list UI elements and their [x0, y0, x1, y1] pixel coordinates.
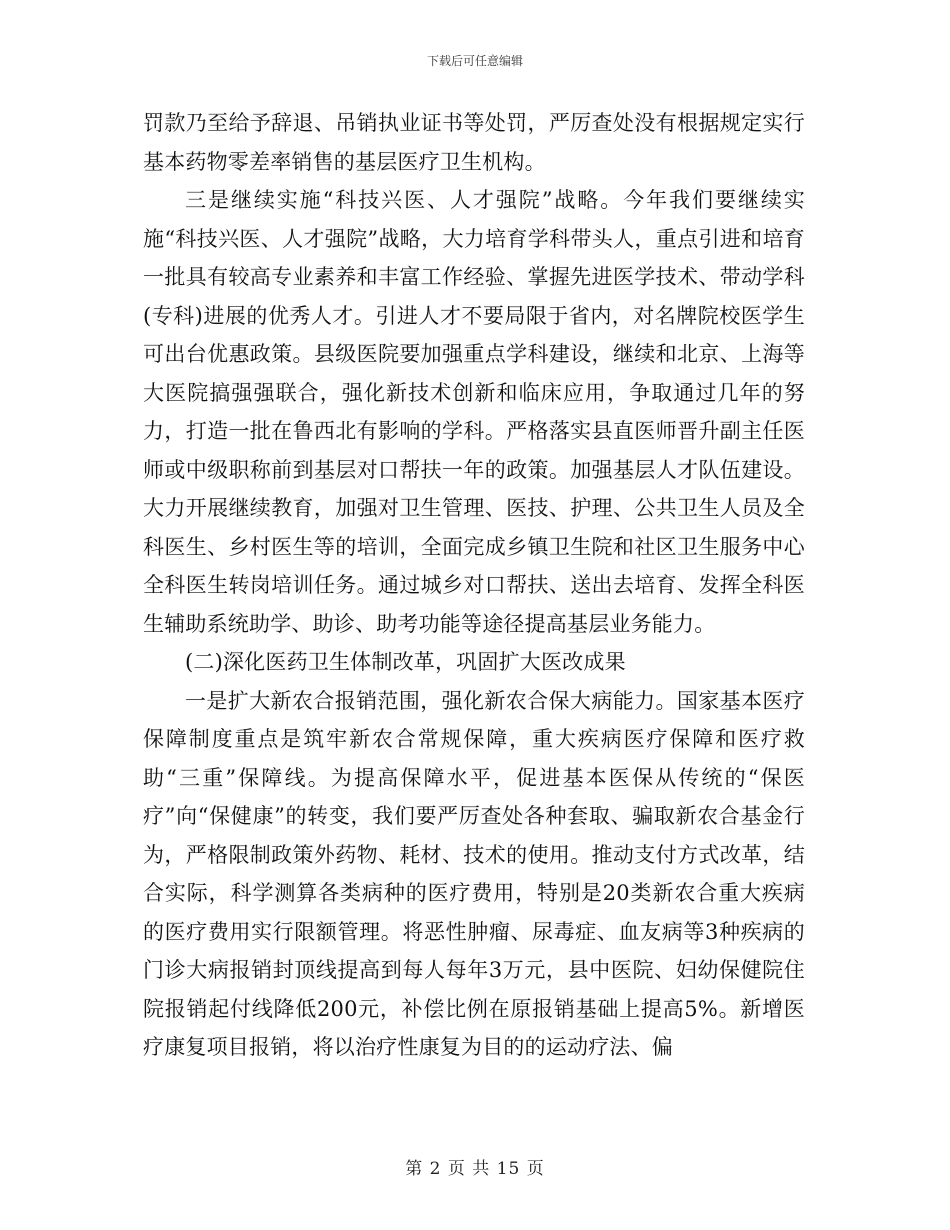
paragraph-continuation: 罚款乃至给予辞退、吊销执业证书等处罚，严厉查处没有根据规定实行基本药物零差率销售的基层医疗卫生机构。 [143, 111, 805, 174]
page-footer: 第 2 页 共 15 页 [405, 1159, 545, 1179]
paragraph-medical-insurance: 一是扩大新农合报销范围，强化新农合保大病能力。国家基本医疗保障制度重点是筑牢新农合常规保障，重大疾病医疗保障和医疗救助“三重”保障线。为提高保障水平，促进基本医保从传统的“保医疗”向“保健康”的转变，我们要严厉查处各种套取、骗取新农合基金行为，严格限制政策外药物、耗材、技术的使用。推动支付方式改革，结合实际，科学测算各类病种的医疗费用，特别是20类新农合重大疾病的医疗费用实行限额管理。将恶性肿瘤、尿毒症、血友病等3种疾病的门诊大病报销封顶线提高到每人每年3万元，县中医院、妇幼保健院住院报销起付线降低200元，补偿比例在原报销基础上提高5%。新增医疗康复项目报销，将以治疗性康复为目的的运动疗法、偏 [143, 688, 805, 1059]
document-body [143, 104, 805, 1067]
section-heading: (二)深化医药卫生体制改革，巩固扩大医改成果 [185, 650, 626, 674]
paragraph-talent-strategy: 三是继续实施“科技兴医、人才强院”战略。今年我们要继续实施“科技兴医、人才强院”战略，大力培育学科带头人，重点引进和培育一批具有较高专业素养和丰富工作经验、掌握先进医学技术、带动学科(专科)进展的优秀人才。引进人才不要局限于省内，对名牌院校医学生可出台优惠政策。县级医院要加强重点学科建设，继续和北京、上海等大医院搞强强联合，强化新技术创新和临床应用，争取通过几年的努力，打造一批在鲁西北有影响的学科。严格落实县直医师晋升副主任医师或中级职称前到基层对口帮扶一年的政策。加强基层人才队伍建设。大力开展继续教育，加强对卫生管理、医技、护理、公共卫生人员及全科医生、乡村医生等的培训，全面完成乡镇卫生院和社区卫生服务中心全科医生转岗培训任务。通过城乡对口帮扶、送出去培育、发挥全科医生辅助系统助学、助诊、助考功能等途径提高基层业务能力。 [143, 188, 805, 636]
page-header: 下载后可任意编辑 [426, 54, 523, 68]
